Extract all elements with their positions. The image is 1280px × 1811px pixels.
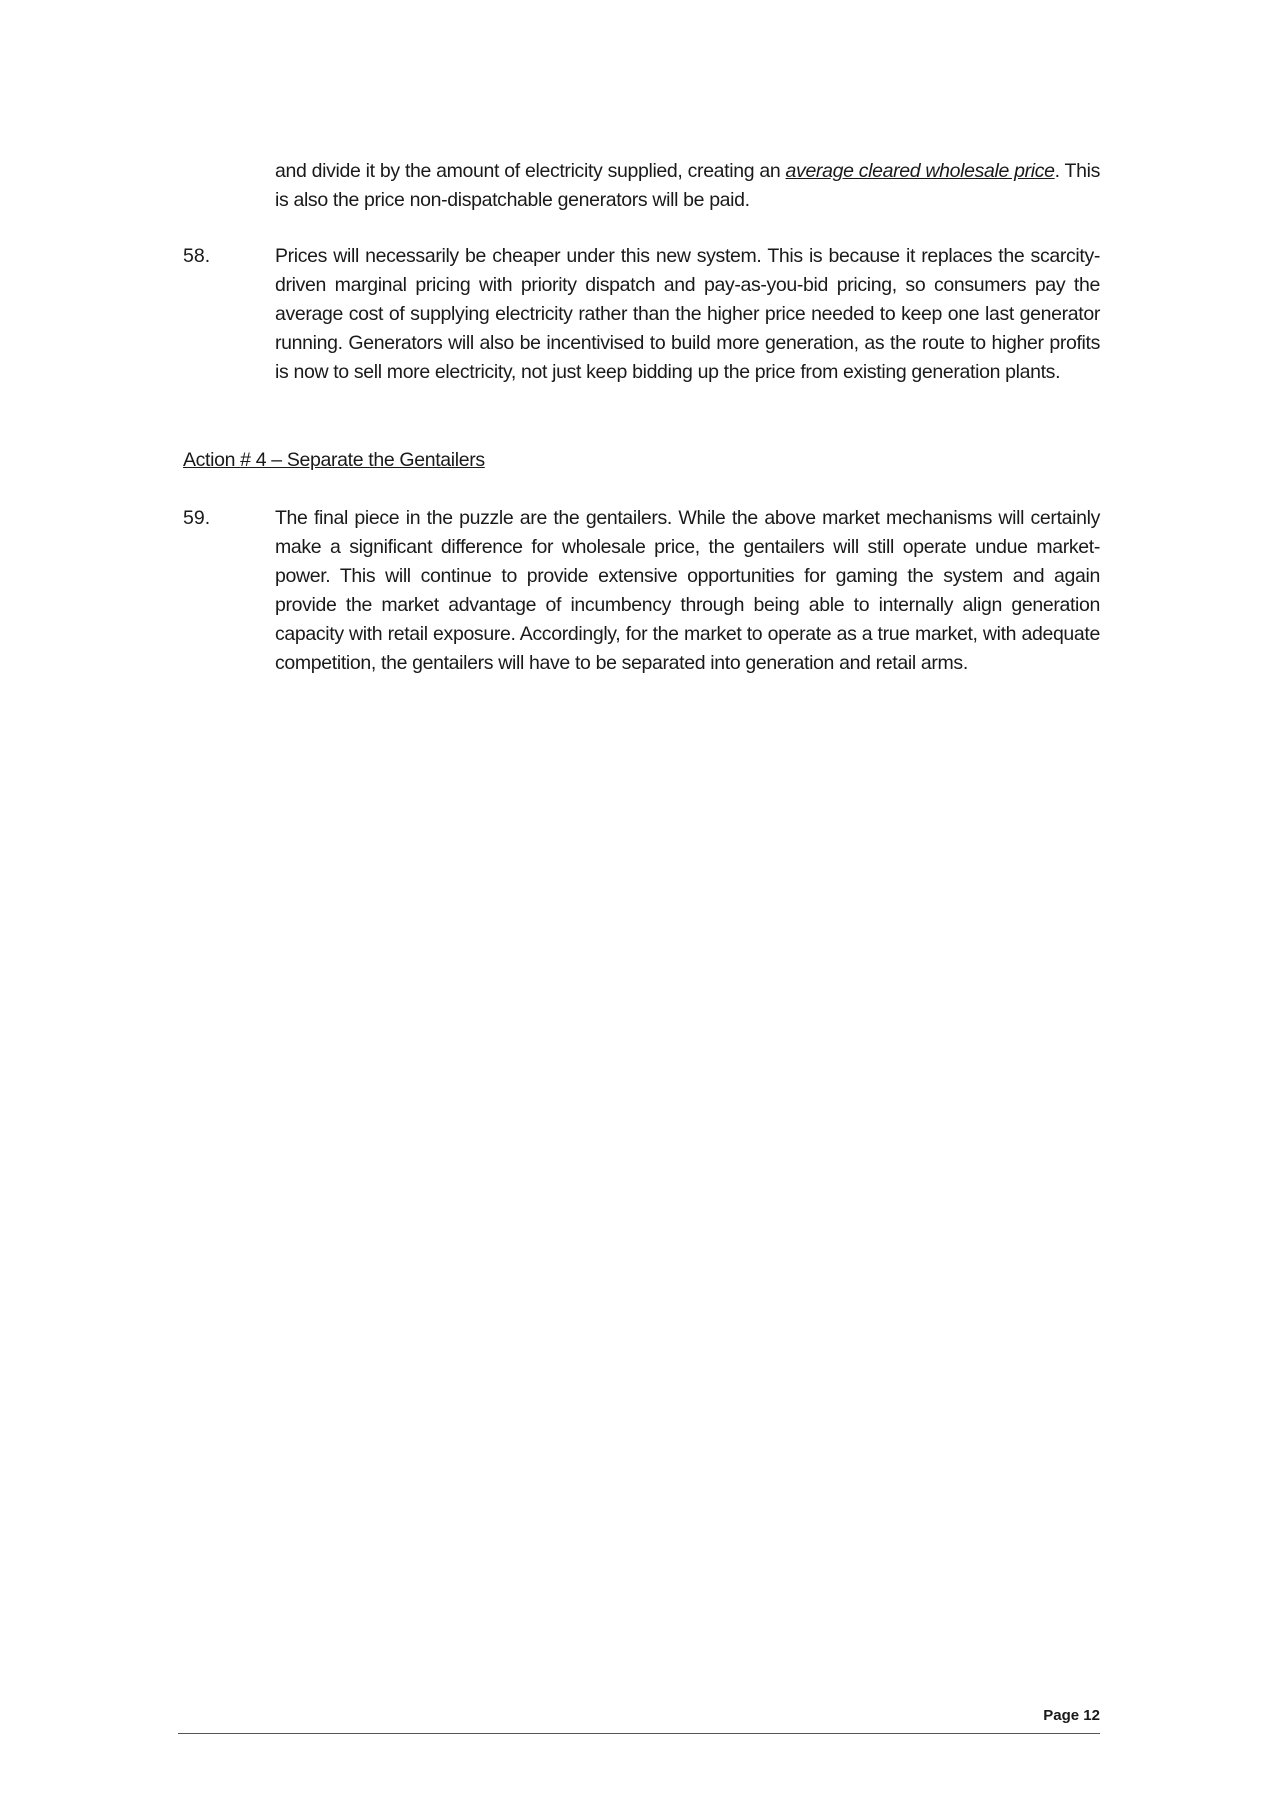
emphasized-term: average cleared wholesale price <box>785 160 1055 182</box>
footer-divider <box>178 1733 1100 1734</box>
paragraph-number: 58. <box>183 245 211 267</box>
page-number: Page 12 <box>1043 1707 1100 1724</box>
paragraph-text: The final piece in the puzzle are the gentailers. While the above market mechanisms will certainly make a significant difference for wholesale price, the gentailers will still operate undue market-power. This will continue to provide extensive opportunities for gaming the system and again provide the market advantage of incumbency through being able to internally align generation capacity with retail exposure. Accordingly, for the market to operate as a true market, with adequate competition, the gentailers will have to be separated into generation and retail arms. <box>275 507 1100 674</box>
paragraph-number: 59. <box>183 507 211 529</box>
paragraph-text: Prices will necessarily be cheaper under this new system. This is because it replaces the scarcity-driven marginal pricing with priority dispatch and pay-as-you-bid pricing, so consumers pay the average cost of supplying electricity rather than the higher price needed to keep one last generator running. Generators will also be incentivised to build more generation, as the route to higher profits is now to sell more electricity, not just keep bidding up the price from existing generation plants. <box>275 245 1100 383</box>
section-heading: Action # 4 – Separate the Gentailers <box>183 449 485 471</box>
continuation-text-after: . This is also the price non-dispatchable generators will be paid. <box>275 160 1100 211</box>
paragraph-58 <box>183 242 1100 387</box>
continuation-paragraph <box>275 157 1100 215</box>
paragraph-59 <box>183 504 1100 678</box>
continuation-text-before: and divide it by the amount of electricity supplied, creating an <box>275 160 786 182</box>
